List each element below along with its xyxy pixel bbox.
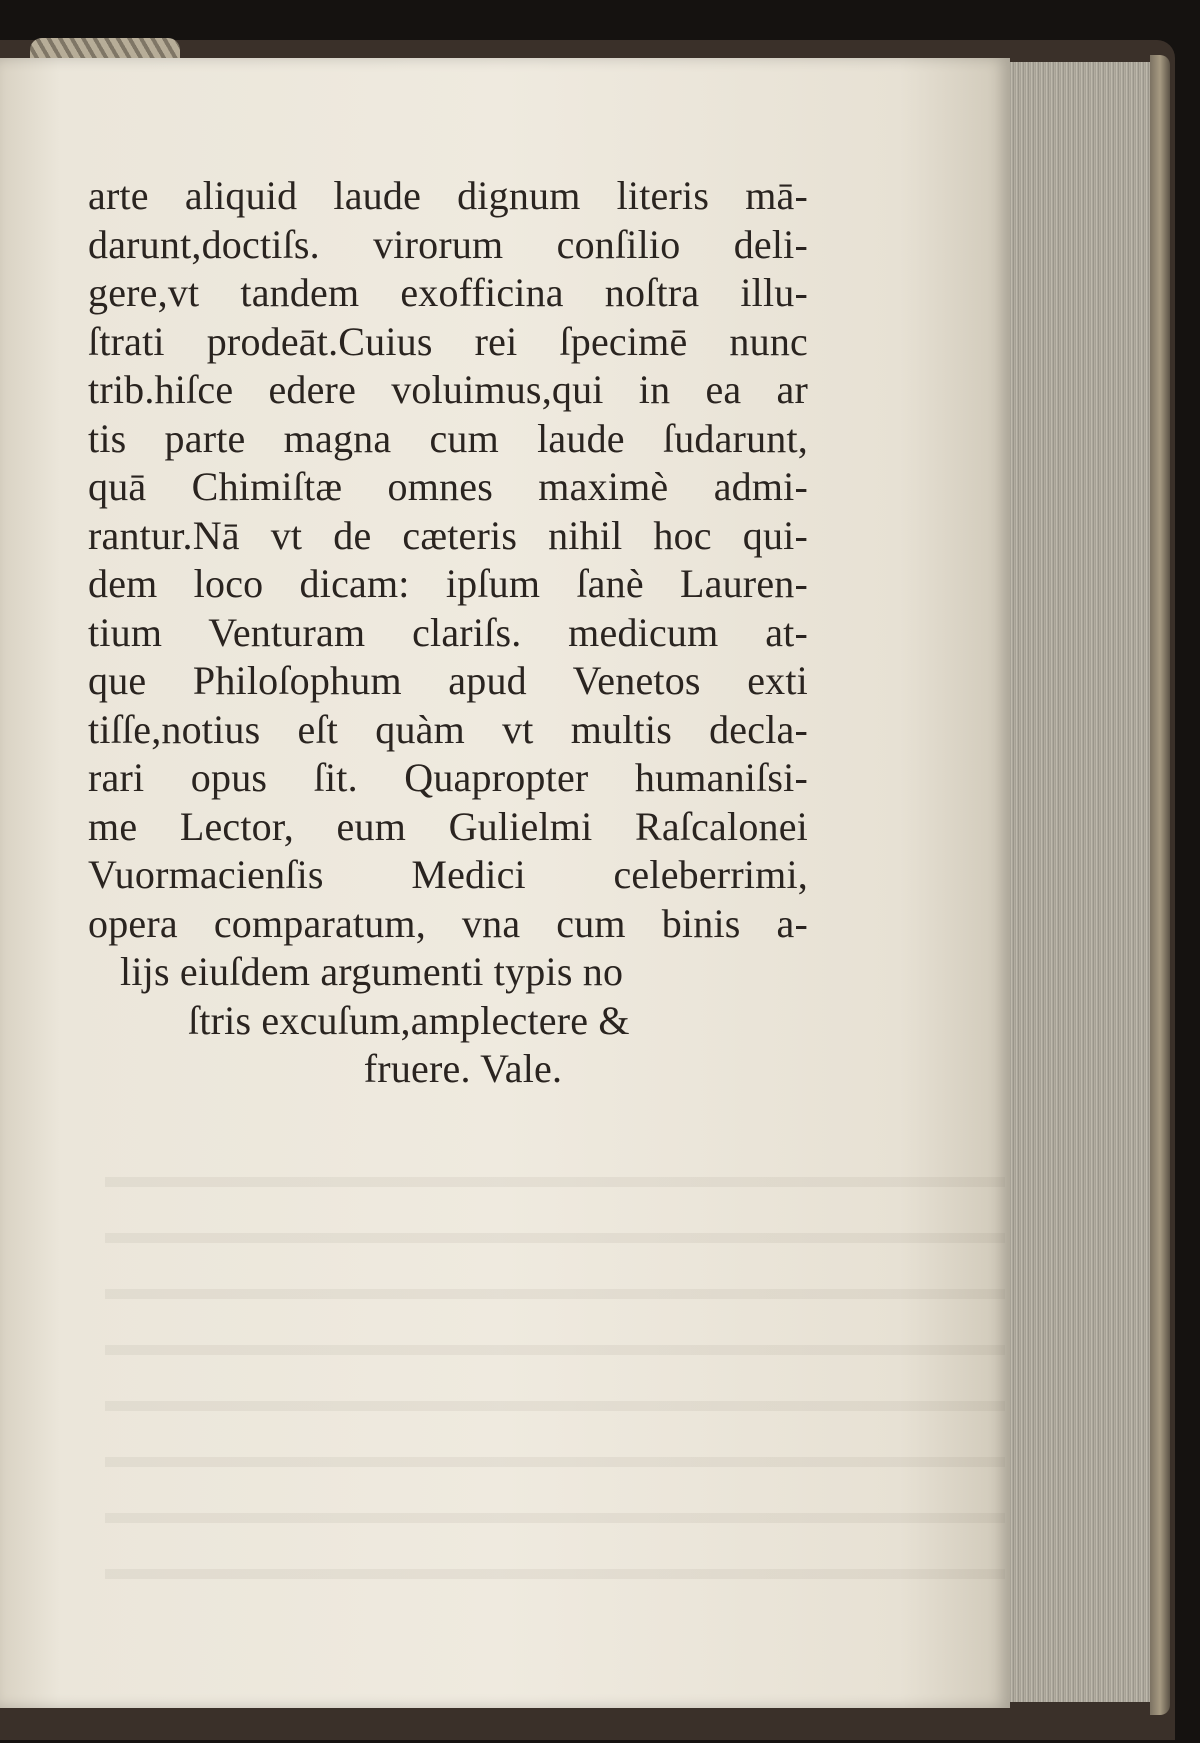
- text-line: gere,vt tandem exofficina noſtra illu-: [88, 270, 808, 315]
- text-line: tiſſe,notius eſt quàm vt multis decla-: [88, 706, 808, 752]
- text-line: que Philoſophum apud Venetos exti: [88, 658, 808, 703]
- page-text: [88, 172, 808, 1094]
- text-line: dem loco dicam: ipſum ſanè Lauren-: [88, 561, 808, 606]
- text-line: trib.hiſce edere voluimus,qui in ea ar: [88, 367, 808, 412]
- cover-edge: [1150, 55, 1170, 1715]
- show-through-text: [105, 1143, 1005, 1603]
- text-line-closing: fruere. Vale.: [363, 1046, 563, 1091]
- text-line: quā Chimiſtæ omnes maximè admi-: [88, 464, 808, 509]
- text-line: tis parte magna cum laude ſudarunt,: [88, 415, 808, 461]
- page-edges: [1000, 62, 1158, 1702]
- text-line: lijs eiuſdem argumenti typis no: [120, 949, 624, 994]
- text-line: me Lector, eum Gulielmi Raſcalonei: [88, 803, 808, 849]
- text-line: tium Venturam clariſs. medicum at-: [88, 609, 808, 655]
- text-line: darunt,doctiſs. virorum conſilio deli-: [88, 221, 808, 267]
- text-line: ſtris excuſum,amplectere &: [188, 997, 630, 1043]
- text-line: Vuormacienſis Medici celeberrimi,: [88, 852, 808, 897]
- text-line: rari opus ſit. Quapropter humaniſsi-: [88, 755, 808, 800]
- text-line: rantur.Nā vt de cæteris nihil hoc qui-: [88, 512, 808, 558]
- text-line: ſtrati prodeāt.Cuius rei ſpecimē nunc: [88, 318, 808, 364]
- text-line: arte aliquid laude dignum literis mā-: [88, 173, 808, 218]
- text-line: opera comparatum, vna cum binis a-: [88, 900, 808, 946]
